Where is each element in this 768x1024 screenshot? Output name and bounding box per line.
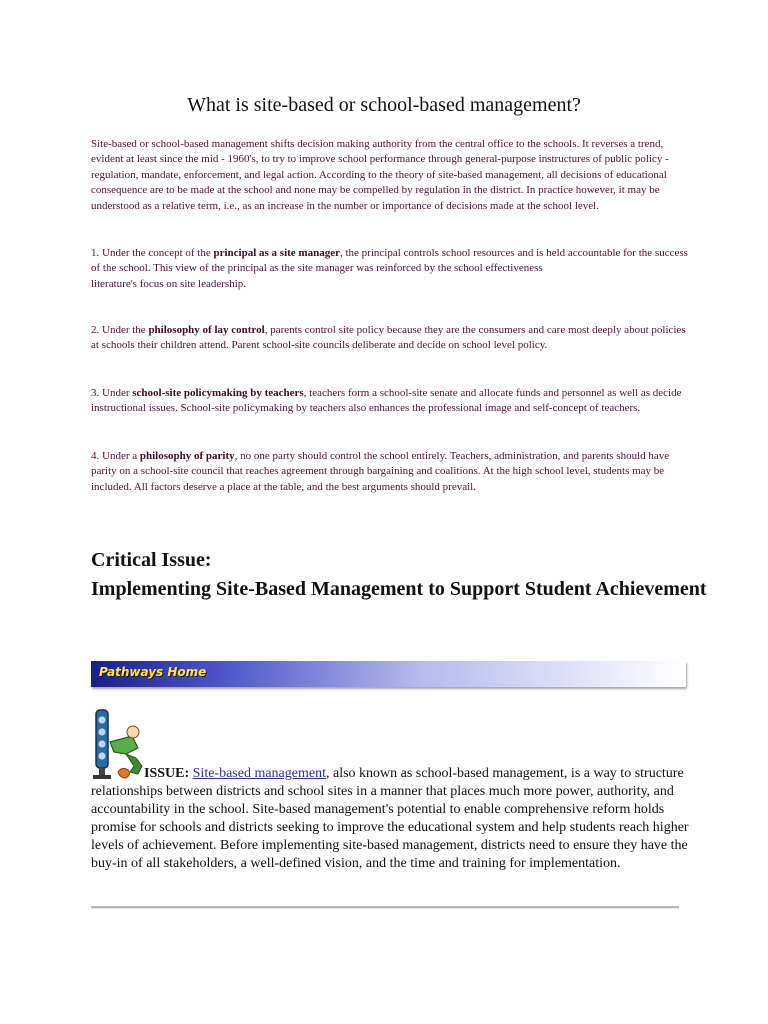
pathways-home-link[interactable]: Pathways Home (99, 665, 207, 679)
point-3-term: school-site policymaking by teachers (132, 387, 304, 399)
point-paragraph-4 (91, 449, 691, 495)
point-3-text: , teachers form a school-site senate and allocate funds and personnel as well as decide instructional issues. School-site policymaking by teachers also enhances the professional image and self-concept of teachers. (91, 387, 682, 415)
point-1-text: , the principal controls school resources and is held accountable for the success of the school. This view of the principal as the site manager was reinforced by the school effectiveness (91, 247, 688, 275)
point-paragraph-1 (91, 246, 691, 292)
critical-issue-title: Implementing Site-Based Management to Support Student Achievement (91, 578, 707, 600)
critical-issue-heading (91, 546, 731, 604)
point-1-text-continued: literature's focus on site leadership. (91, 277, 247, 290)
point-paragraph-3 (91, 386, 691, 417)
point-4-lead: 4. Under a (91, 450, 140, 462)
point-2-lead: 2. Under the (91, 324, 149, 336)
horizontal-rule (91, 906, 679, 909)
pathways-home-banner[interactable] (91, 661, 686, 687)
point-1-lead: 1. Under the concept of the (91, 247, 214, 259)
critical-issue-label: Critical Issue: (91, 549, 212, 571)
point-2-text: , parents control site policy because they are the consumers and care most deeply about policies at schools their children attend. Parent school-site councils deliberate and decide on school level policy. (91, 324, 686, 352)
page-title: What is site-based or school-based management? (187, 94, 581, 116)
point-1-term: principal as a site manager (213, 247, 340, 259)
point-4-text: , no one party should control the school entirely. Teachers, administration, and parents should have parity on a school-site council that reaches agreement through bargaining and coalitions. At the high school level, students may be included. All factors deserve a place at the table, and the best arguments should prevail. (91, 450, 670, 493)
point-3-lead: 3. Under (91, 387, 133, 399)
issue-label: ISSUE: (144, 766, 190, 781)
issue-paragraph (91, 765, 693, 873)
issue-text: , also known as school-based management, is a way to structure relationships between districts and school sites in a manner that places much more power, authority, and accountability in the school. Site-based management's potential to enable comprehensive reform holds promise for schools and districts seeking to improve the educational system and help students reach higher levels of achievement. Before implementing site-based management, districts need to ensure they have the buy-in of all stakeholders, a well-defined vision, and the time and training for implementation. (91, 766, 689, 871)
point-4-term: philosophy of parity (139, 450, 235, 462)
intro-paragraph: Site-based or school-based management shifts decision making authority from the central office to the schools. It reverses a trend, evident at least since the mid - 1960's, to try to improve school performance through general-purpose instructures of public policy - regulation, mandate, enforcement, and legal action. According to the theory of site-based management, all decisions of educational consequence are to be made at the school and none may be compelled by regulation in the district. In practice however, it may be understood as a relative term, i.e., as an increase in the number or importance of decisions made at the school level. (91, 138, 669, 212)
point-paragraph-2 (91, 323, 691, 354)
site-based-management-link[interactable]: Site-based management (192, 766, 326, 781)
point-2-term: philosophy of lay control (148, 324, 265, 336)
